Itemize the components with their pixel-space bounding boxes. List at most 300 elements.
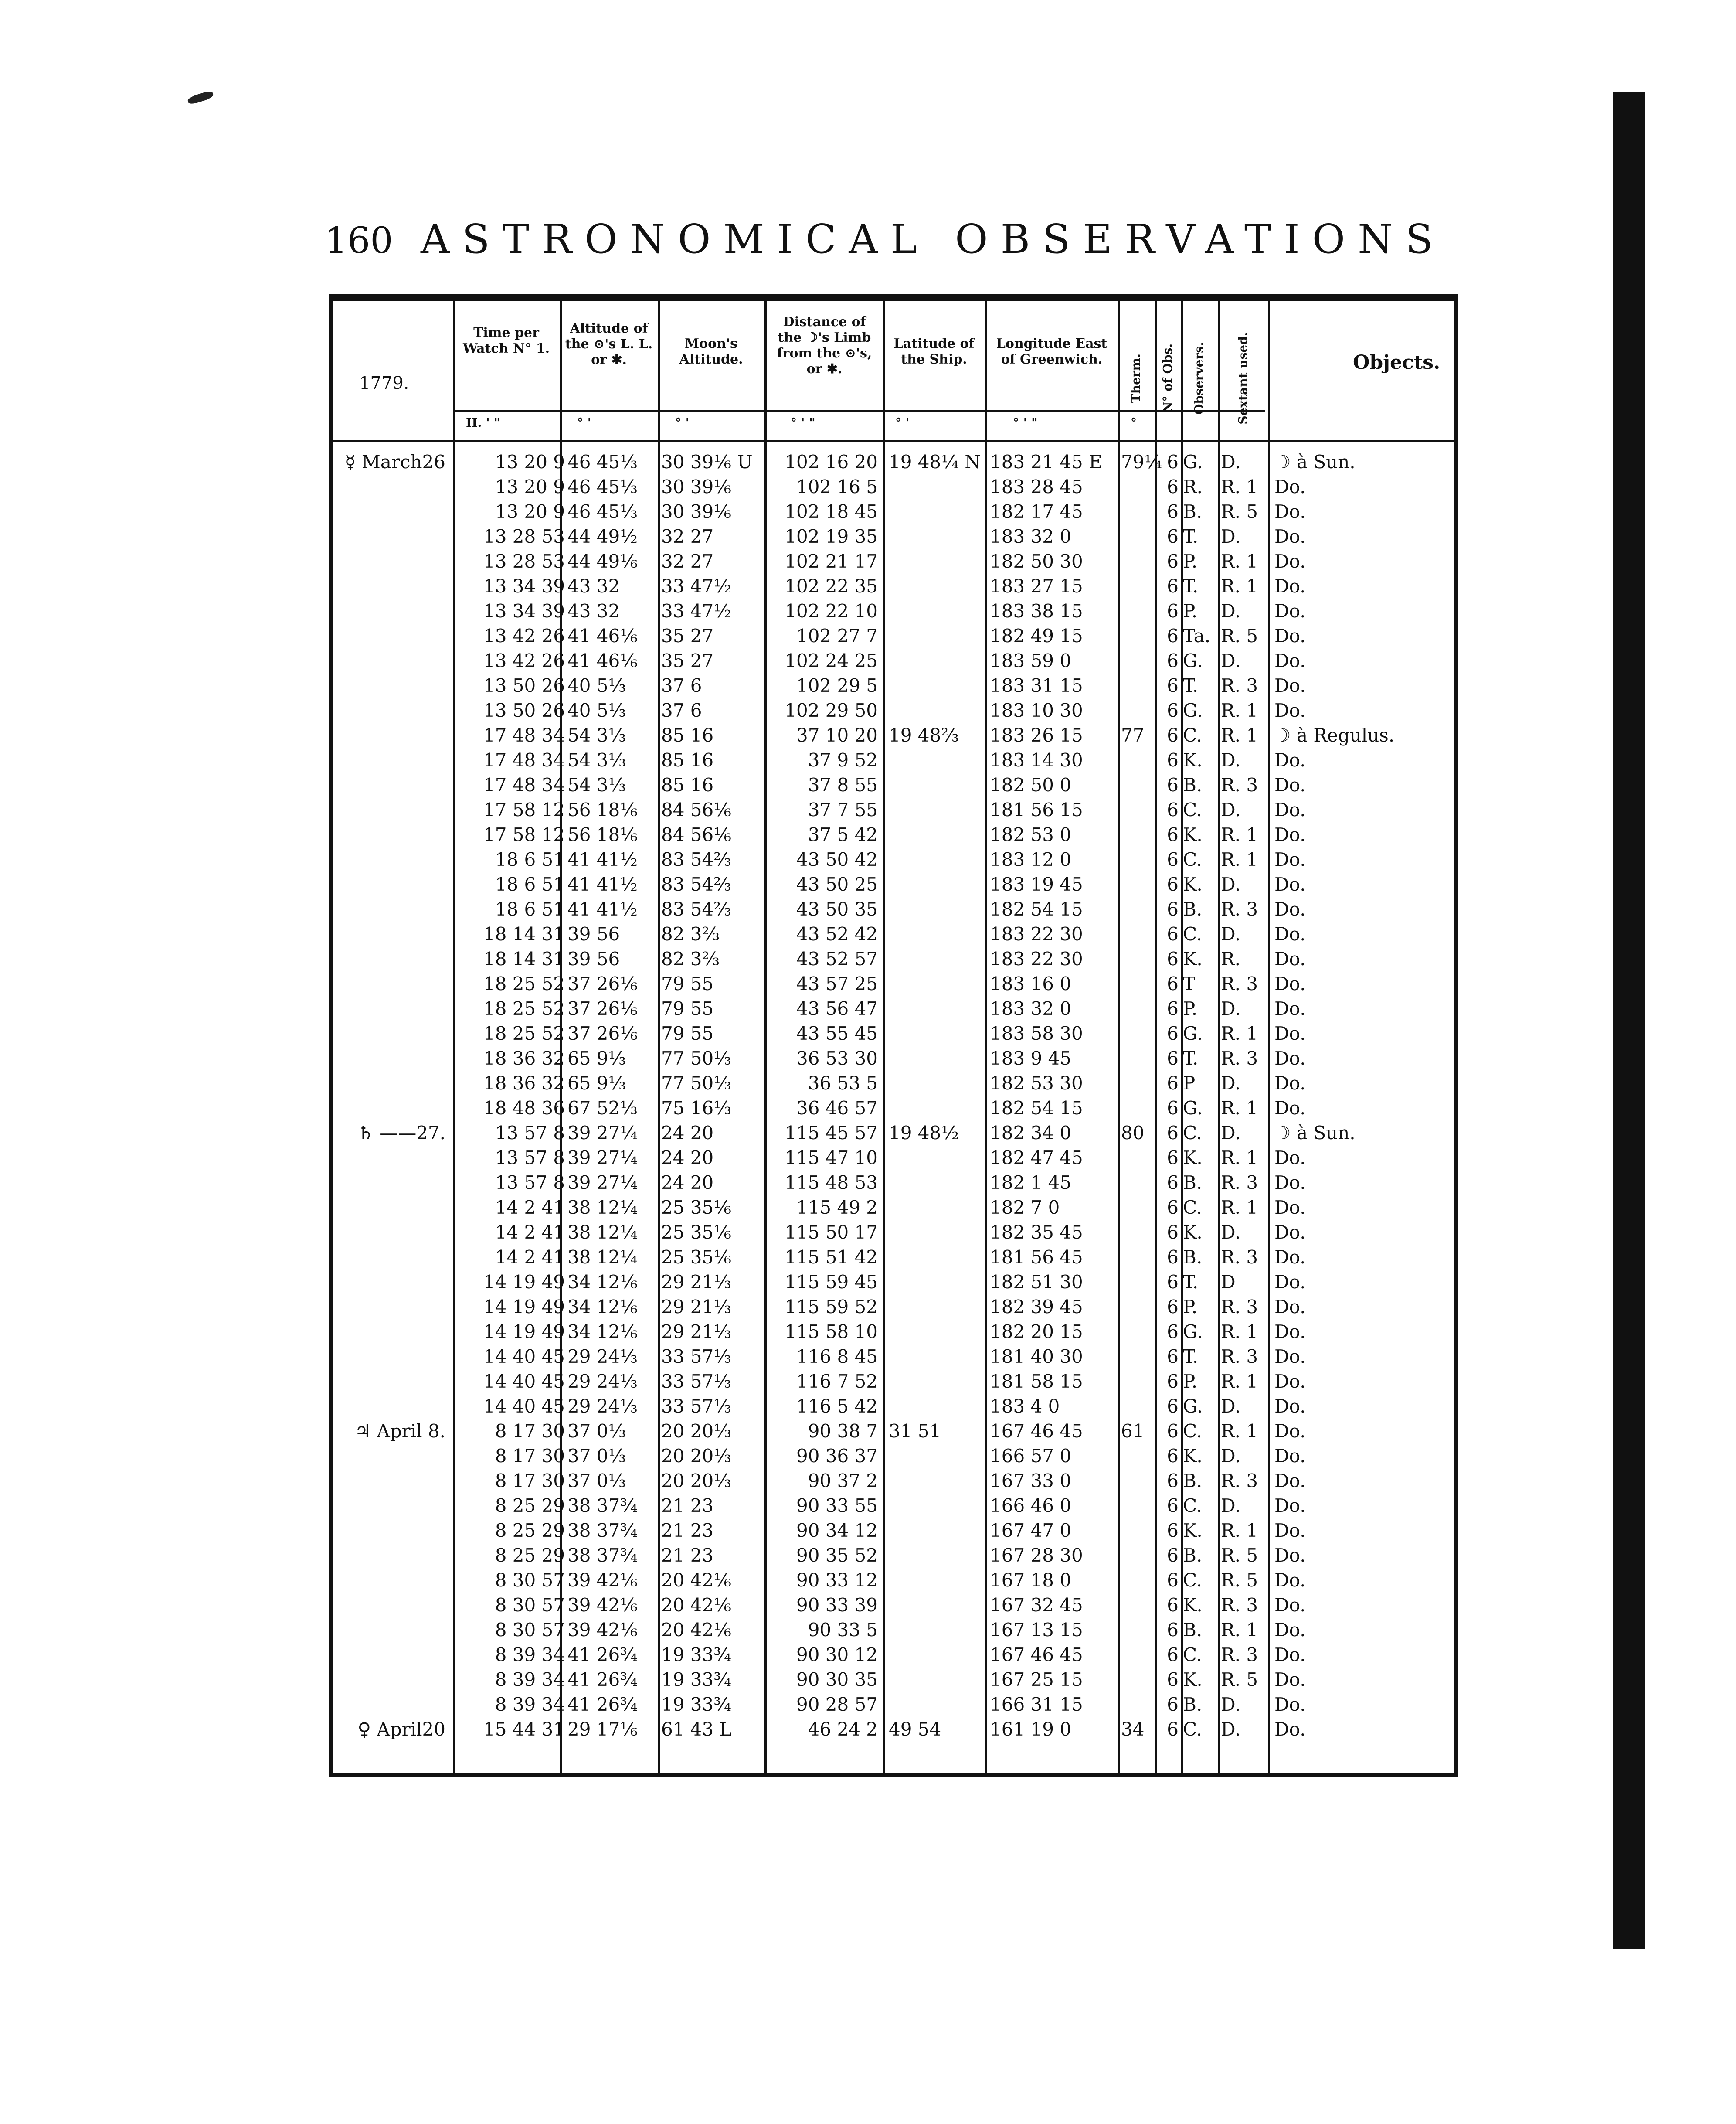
table-row xyxy=(333,1617,1454,1642)
moon-altitude-cell: 32 27 xyxy=(661,551,714,572)
altitude-cell: 40 5⅓ xyxy=(567,675,626,696)
object-cell: ☽ à Sun. xyxy=(1274,451,1356,473)
longitude-cell: 182 39 45 xyxy=(990,1296,1083,1317)
longitude-cell: 182 7 0 xyxy=(990,1197,1060,1218)
altitude-cell: 44 49½ xyxy=(567,526,638,547)
moon-altitude-cell: 20 20⅓ xyxy=(661,1420,731,1442)
n-obs-cell: 6 xyxy=(1167,675,1179,696)
therm-cell: 61 xyxy=(1121,1420,1145,1442)
therm-cell: 80 xyxy=(1121,1122,1145,1144)
n-obs-cell: 6 xyxy=(1167,973,1179,994)
sextant-cell: R. 3 xyxy=(1221,1172,1258,1193)
table-row xyxy=(333,1170,1454,1195)
object-cell: Do. xyxy=(1274,1296,1306,1317)
table-row xyxy=(333,1021,1454,1046)
object-cell: Do. xyxy=(1274,1197,1306,1218)
sextant-cell: R. 1 xyxy=(1221,1147,1258,1168)
sextant-cell: R. 5 xyxy=(1221,1669,1258,1690)
moon-altitude-cell: 30 39⅙ xyxy=(661,476,731,497)
longitude-cell: 166 57 0 xyxy=(990,1445,1072,1467)
observer-cell: C. xyxy=(1183,799,1202,820)
table-row xyxy=(333,599,1454,623)
object-cell: Do. xyxy=(1274,1619,1306,1641)
moon-altitude-cell: 20 20⅓ xyxy=(661,1470,731,1491)
longitude-cell: 183 22 30 xyxy=(990,923,1083,945)
distance-cell: 102 29 50 xyxy=(785,700,878,721)
therm-cell: 77 xyxy=(1121,725,1145,746)
header-rule xyxy=(453,410,1265,412)
distance-cell: 36 53 5 xyxy=(808,1072,878,1094)
sextant-cell: D. xyxy=(1221,749,1241,771)
distance-cell: 90 36 37 xyxy=(796,1445,878,1467)
sextant-cell: D. xyxy=(1221,1445,1241,1467)
n-obs-cell: 6 xyxy=(1167,1420,1179,1442)
time-cell: 13 20 9 xyxy=(495,476,565,497)
observer-cell: G. xyxy=(1183,451,1203,473)
n-obs-cell: 6 xyxy=(1167,451,1179,473)
header-therm: Therm. xyxy=(1128,353,1143,403)
longitude-cell: 183 31 15 xyxy=(990,675,1083,696)
observer-cell: K. xyxy=(1183,1445,1203,1467)
table-row xyxy=(333,1468,1454,1493)
moon-altitude-cell: 77 50⅓ xyxy=(661,1048,731,1069)
table-row xyxy=(333,872,1454,897)
n-obs-cell: 6 xyxy=(1167,1644,1179,1665)
altitude-cell: 38 12¼ xyxy=(567,1222,638,1243)
longitude-cell: 182 53 30 xyxy=(990,1072,1083,1094)
altitude-cell: 46 45⅓ xyxy=(567,501,638,522)
object-cell: Do. xyxy=(1274,1669,1306,1690)
object-cell: Do. xyxy=(1274,824,1306,845)
time-cell: 18 6 51 xyxy=(495,874,565,895)
observer-cell: G. xyxy=(1183,700,1203,721)
longitude-cell: 183 19 45 xyxy=(990,874,1083,895)
observer-cell: P. xyxy=(1183,600,1198,622)
longitude-cell: 167 33 0 xyxy=(990,1470,1072,1491)
table-row xyxy=(333,698,1454,723)
altitude-cell: 56 18⅙ xyxy=(567,799,638,820)
moon-altitude-cell: 35 27 xyxy=(661,625,714,647)
observer-cell: P xyxy=(1183,1072,1196,1094)
moon-altitude-cell: 79 55 xyxy=(661,998,714,1019)
time-cell: 13 34 39 xyxy=(483,600,565,622)
altitude-cell: 38 37¾ xyxy=(567,1545,638,1566)
longitude-cell: 182 54 15 xyxy=(990,1097,1083,1119)
observer-cell: C. xyxy=(1183,1569,1202,1591)
object-cell: Do. xyxy=(1274,600,1306,622)
moon-altitude-cell: 84 56⅙ xyxy=(661,824,731,845)
moon-altitude-cell: 35 27 xyxy=(661,650,714,671)
sextant-cell: R. 1 xyxy=(1221,1619,1258,1641)
n-obs-cell: 6 xyxy=(1167,824,1179,845)
time-cell: 14 19 49 xyxy=(483,1271,565,1293)
table-row xyxy=(333,971,1454,996)
header-sextant: Sextant used. xyxy=(1236,332,1250,425)
moon-altitude-cell: 33 57⅓ xyxy=(661,1396,731,1417)
object-cell: Do. xyxy=(1274,1520,1306,1541)
table-row xyxy=(333,1394,1454,1419)
page-number: 160 xyxy=(325,220,393,262)
altitude-cell: 39 27¼ xyxy=(567,1122,638,1144)
table-row xyxy=(333,449,1454,474)
table-row xyxy=(333,1717,1454,1742)
sextant-cell: R. 3 xyxy=(1221,1246,1258,1268)
altitude-cell: 41 41½ xyxy=(567,874,638,895)
table-row xyxy=(333,822,1454,847)
table-row xyxy=(333,1270,1454,1294)
moon-altitude-cell: 85 16 xyxy=(661,725,714,746)
time-cell: 14 40 45 xyxy=(483,1346,565,1367)
moon-altitude-cell: 19 33¾ xyxy=(661,1669,731,1690)
moon-altitude-cell: 24 20 xyxy=(661,1172,714,1193)
moon-altitude-cell: 24 20 xyxy=(661,1147,714,1168)
moon-altitude-cell: 83 54⅔ xyxy=(661,849,731,870)
sextant-cell: D. xyxy=(1221,998,1241,1019)
distance-cell: 36 46 57 xyxy=(796,1097,878,1119)
observer-cell: K. xyxy=(1183,948,1203,970)
sextant-cell: R. 1 xyxy=(1221,1371,1258,1392)
time-cell: 14 40 45 xyxy=(483,1371,565,1392)
latitude-cell: 19 48⅔ xyxy=(889,725,959,746)
sextant-cell: R. 3 xyxy=(1221,774,1258,796)
altitude-cell: 29 24⅓ xyxy=(567,1396,638,1417)
longitude-cell: 182 20 15 xyxy=(990,1321,1083,1342)
table-row xyxy=(333,797,1454,822)
time-cell: 8 17 30 xyxy=(495,1470,565,1491)
distance-cell: 43 52 42 xyxy=(796,923,878,945)
sextant-cell: R. 1 xyxy=(1221,1023,1258,1044)
object-cell: Do. xyxy=(1274,1569,1306,1591)
longitude-cell: 167 46 45 xyxy=(990,1644,1083,1665)
distance-cell: 102 21 17 xyxy=(785,551,878,572)
sextant-cell: R. xyxy=(1221,948,1240,970)
sextant-cell: R. 1 xyxy=(1221,1520,1258,1541)
object-cell: Do. xyxy=(1274,1321,1306,1342)
sextant-cell: D. xyxy=(1221,1495,1241,1516)
n-obs-cell: 6 xyxy=(1167,1147,1179,1168)
n-obs-cell: 6 xyxy=(1167,1371,1179,1392)
observer-cell: K. xyxy=(1183,1594,1203,1616)
object-cell: Do. xyxy=(1274,1097,1306,1119)
header-n-obs: N° of Obs. xyxy=(1160,343,1175,413)
distance-cell: 90 38 7 xyxy=(808,1420,878,1442)
time-cell: 18 25 52 xyxy=(483,998,565,1019)
longitude-cell: 183 38 15 xyxy=(990,600,1083,622)
moon-altitude-cell: 33 57⅓ xyxy=(661,1346,731,1367)
distance-cell: 102 22 10 xyxy=(785,600,878,622)
longitude-cell: 182 50 30 xyxy=(990,551,1083,572)
moon-altitude-cell: 30 39⅙ xyxy=(661,501,731,522)
table-row xyxy=(333,1642,1454,1667)
object-cell: Do. xyxy=(1274,1495,1306,1516)
altitude-cell: 34 12⅙ xyxy=(567,1296,638,1317)
longitude-cell: 183 26 15 xyxy=(990,725,1083,746)
n-obs-cell: 6 xyxy=(1167,948,1179,970)
moon-altitude-cell: 83 54⅔ xyxy=(661,874,731,895)
sextant-cell: D. xyxy=(1221,1719,1241,1740)
longitude-cell: 182 53 0 xyxy=(990,824,1072,845)
n-obs-cell: 6 xyxy=(1167,700,1179,721)
distance-cell: 115 49 2 xyxy=(796,1197,878,1218)
object-cell: Do. xyxy=(1274,700,1306,721)
latitude-cell: 31 51 xyxy=(889,1420,941,1442)
ink-mark xyxy=(187,90,214,106)
longitude-cell: 183 32 0 xyxy=(990,998,1072,1019)
table-row xyxy=(333,1543,1454,1568)
sextant-cell: D. xyxy=(1221,1222,1241,1243)
object-cell: Do. xyxy=(1274,973,1306,994)
n-obs-cell: 6 xyxy=(1167,1694,1179,1715)
n-obs-cell: 6 xyxy=(1167,1669,1179,1690)
altitude-cell: 41 41½ xyxy=(567,899,638,920)
observer-cell: G. xyxy=(1183,1023,1203,1044)
n-obs-cell: 6 xyxy=(1167,1346,1179,1367)
object-cell: Do. xyxy=(1274,476,1306,497)
time-cell: 18 6 51 xyxy=(495,899,565,920)
longitude-cell: 167 28 30 xyxy=(990,1545,1083,1566)
n-obs-cell: 6 xyxy=(1167,1048,1179,1069)
object-cell: Do. xyxy=(1274,874,1306,895)
table-row xyxy=(333,1568,1454,1593)
observer-cell: P. xyxy=(1183,551,1198,572)
n-obs-cell: 6 xyxy=(1167,899,1179,920)
n-obs-cell: 6 xyxy=(1167,799,1179,820)
observer-cell: B. xyxy=(1183,501,1203,522)
distance-cell: 102 16 20 xyxy=(785,451,878,473)
distance-cell: 102 16 5 xyxy=(796,476,878,497)
altitude-cell: 56 18⅙ xyxy=(567,824,638,845)
sextant-cell: R. 5 xyxy=(1221,1545,1258,1566)
observer-cell: T. xyxy=(1183,526,1199,547)
table-row xyxy=(333,1443,1454,1468)
time-cell: 13 42 26 xyxy=(483,625,565,647)
time-cell: 8 39 34 xyxy=(495,1669,565,1690)
moon-altitude-cell: 82 3⅔ xyxy=(661,923,720,945)
distance-cell: 43 50 42 xyxy=(796,849,878,870)
longitude-cell: 183 14 30 xyxy=(990,749,1083,771)
sextant-cell: R. 3 xyxy=(1221,1594,1258,1616)
time-cell: 18 36 32 xyxy=(483,1048,565,1069)
distance-cell: 37 5 42 xyxy=(808,824,878,845)
sextant-cell: R. 1 xyxy=(1221,1197,1258,1218)
sextant-cell: D. xyxy=(1221,650,1241,671)
date-cell: ♀ April20 xyxy=(357,1719,445,1740)
observer-cell: T xyxy=(1183,973,1196,994)
n-obs-cell: 6 xyxy=(1167,1569,1179,1591)
time-cell: 15 44 31 xyxy=(483,1719,565,1740)
sextant-cell: R. 3 xyxy=(1221,1470,1258,1491)
unit-time: H. ' " xyxy=(466,415,500,430)
distance-cell: 115 51 42 xyxy=(785,1246,878,1268)
distance-cell: 90 33 39 xyxy=(796,1594,878,1616)
altitude-cell: 54 3⅓ xyxy=(567,749,626,771)
longitude-cell: 181 40 30 xyxy=(990,1346,1083,1367)
sextant-cell: R. 3 xyxy=(1221,973,1258,994)
altitude-cell: 39 42⅙ xyxy=(567,1619,638,1641)
distance-cell: 90 35 52 xyxy=(796,1545,878,1566)
observer-cell: T. xyxy=(1183,1048,1199,1069)
n-obs-cell: 6 xyxy=(1167,501,1179,522)
date-cell: ☿ March26 xyxy=(344,451,445,473)
distance-cell: 90 30 12 xyxy=(796,1644,878,1665)
observer-cell: P. xyxy=(1183,1296,1198,1317)
longitude-cell: 182 50 0 xyxy=(990,774,1072,796)
time-cell: 8 17 30 xyxy=(495,1445,565,1467)
longitude-cell: 182 35 45 xyxy=(990,1222,1083,1243)
altitude-cell: 37 26⅙ xyxy=(567,998,638,1019)
time-cell: 14 2 41 xyxy=(495,1246,565,1268)
distance-cell: 115 59 52 xyxy=(785,1296,878,1317)
time-cell: 17 48 34 xyxy=(483,749,565,771)
object-cell: Do. xyxy=(1274,1147,1306,1168)
n-obs-cell: 6 xyxy=(1167,1172,1179,1193)
table-row xyxy=(333,1220,1454,1245)
longitude-cell: 183 27 15 xyxy=(990,575,1083,597)
altitude-cell: 46 45⅓ xyxy=(567,451,638,473)
altitude-cell: 38 37¾ xyxy=(567,1495,638,1516)
table-row xyxy=(333,1518,1454,1543)
time-cell: 8 17 30 xyxy=(495,1420,565,1442)
altitude-cell: 37 26⅙ xyxy=(567,1023,638,1044)
moon-altitude-cell: 32 27 xyxy=(661,526,714,547)
object-cell: Do. xyxy=(1274,1719,1306,1740)
moon-altitude-cell: 83 54⅔ xyxy=(661,899,731,920)
time-cell: 13 50 26 xyxy=(483,675,565,696)
longitude-cell: 183 10 30 xyxy=(990,700,1083,721)
moon-altitude-cell: 25 35⅙ xyxy=(661,1246,731,1268)
moon-altitude-cell: 33 47½ xyxy=(661,600,731,622)
distance-cell: 90 37 2 xyxy=(808,1470,878,1491)
table-row xyxy=(333,1195,1454,1220)
time-cell: 18 6 51 xyxy=(495,849,565,870)
table-row xyxy=(333,723,1454,748)
time-cell: 8 25 29 xyxy=(495,1545,565,1566)
table-row xyxy=(333,1120,1454,1145)
object-cell: Do. xyxy=(1274,650,1306,671)
longitude-cell: 167 47 0 xyxy=(990,1520,1072,1541)
altitude-cell: 39 56 xyxy=(567,923,620,945)
distance-cell: 43 55 45 xyxy=(796,1023,878,1044)
object-cell: Do. xyxy=(1274,799,1306,820)
table-row xyxy=(333,673,1454,698)
sextant-cell: D. xyxy=(1221,1072,1241,1094)
n-obs-cell: 6 xyxy=(1167,1197,1179,1218)
time-cell: 18 14 31 xyxy=(483,923,565,945)
time-cell: 8 39 34 xyxy=(495,1644,565,1665)
altitude-cell: 29 24⅓ xyxy=(567,1346,638,1367)
time-cell: 8 39 34 xyxy=(495,1694,565,1715)
longitude-cell: 167 46 45 xyxy=(990,1420,1083,1442)
observer-cell: T. xyxy=(1183,1271,1199,1293)
distance-cell: 116 8 45 xyxy=(796,1346,878,1367)
moon-altitude-cell: 24 20 xyxy=(661,1122,714,1144)
table-row xyxy=(333,1245,1454,1270)
distance-cell: 90 33 5 xyxy=(808,1619,878,1641)
time-cell: 13 28 53 xyxy=(483,526,565,547)
table-row xyxy=(333,1667,1454,1692)
therm-cell: 79¼ xyxy=(1121,451,1162,473)
altitude-cell: 39 56 xyxy=(567,948,620,970)
header-rule xyxy=(333,440,1454,442)
date-cell: ♄ ——27. xyxy=(357,1122,445,1144)
observer-cell: K. xyxy=(1183,824,1203,845)
object-cell: Do. xyxy=(1274,675,1306,696)
n-obs-cell: 6 xyxy=(1167,1097,1179,1119)
n-obs-cell: 6 xyxy=(1167,923,1179,945)
observer-cell: B. xyxy=(1183,1545,1203,1566)
longitude-cell: 183 16 0 xyxy=(990,973,1072,994)
table-row xyxy=(333,922,1454,946)
observations-table xyxy=(329,294,1458,1777)
distance-cell: 37 10 20 xyxy=(796,725,878,746)
altitude-cell: 54 3⅓ xyxy=(567,774,626,796)
altitude-cell: 41 26¾ xyxy=(567,1669,638,1690)
table-row xyxy=(333,897,1454,922)
moon-altitude-cell: 20 42⅙ xyxy=(661,1569,731,1591)
unit-moon-altitude: ° ' xyxy=(675,415,690,430)
altitude-cell: 34 12⅙ xyxy=(567,1271,638,1293)
moon-altitude-cell: 19 33¾ xyxy=(661,1694,731,1715)
altitude-cell: 40 5⅓ xyxy=(567,700,626,721)
object-cell: Do. xyxy=(1274,551,1306,572)
distance-cell: 90 34 12 xyxy=(796,1520,878,1541)
altitude-cell: 54 3⅓ xyxy=(567,725,626,746)
altitude-cell: 29 17⅙ xyxy=(567,1719,638,1740)
object-cell: Do. xyxy=(1274,774,1306,796)
n-obs-cell: 6 xyxy=(1167,526,1179,547)
table-row xyxy=(333,1071,1454,1096)
time-cell: 13 28 53 xyxy=(483,551,565,572)
distance-cell: 37 8 55 xyxy=(808,774,878,796)
object-cell: Do. xyxy=(1274,1371,1306,1392)
distance-cell: 102 29 5 xyxy=(796,675,878,696)
longitude-cell: 167 25 15 xyxy=(990,1669,1083,1690)
altitude-cell: 29 24⅓ xyxy=(567,1371,638,1392)
object-cell: Do. xyxy=(1274,749,1306,771)
object-cell: Do. xyxy=(1274,526,1306,547)
sextant-cell: R. 5 xyxy=(1221,625,1258,647)
time-cell: 13 34 39 xyxy=(483,575,565,597)
moon-altitude-cell: 85 16 xyxy=(661,774,714,796)
observer-cell: P. xyxy=(1183,998,1198,1019)
time-cell: 14 19 49 xyxy=(483,1296,565,1317)
altitude-cell: 39 27¼ xyxy=(567,1147,638,1168)
moon-altitude-cell: 20 42⅙ xyxy=(661,1594,731,1616)
sextant-cell: R. 1 xyxy=(1221,551,1258,572)
moon-altitude-cell: 37 6 xyxy=(661,700,702,721)
moon-altitude-cell: 37 6 xyxy=(661,675,702,696)
longitude-cell: 167 32 45 xyxy=(990,1594,1083,1616)
unit-latitude: ° ' xyxy=(895,415,910,430)
table-row xyxy=(333,1145,1454,1170)
table-row xyxy=(333,623,1454,648)
distance-cell: 115 45 57 xyxy=(785,1122,878,1144)
altitude-cell: 41 46⅙ xyxy=(567,625,638,647)
longitude-cell: 183 59 0 xyxy=(990,650,1072,671)
moon-altitude-cell: 79 55 xyxy=(661,1023,714,1044)
time-cell: 8 30 57 xyxy=(495,1619,565,1641)
moon-altitude-cell: 21 23 xyxy=(661,1520,714,1541)
time-cell: 8 25 29 xyxy=(495,1520,565,1541)
observer-cell: B. xyxy=(1183,1470,1203,1491)
time-cell: 13 57 8 xyxy=(495,1122,565,1144)
table-row xyxy=(333,499,1454,524)
sextant-cell: R. 3 xyxy=(1221,1346,1258,1367)
n-obs-cell: 6 xyxy=(1167,1321,1179,1342)
time-cell: 18 36 32 xyxy=(483,1072,565,1094)
distance-cell: 115 58 10 xyxy=(785,1321,878,1342)
sextant-cell: D. xyxy=(1221,923,1241,945)
